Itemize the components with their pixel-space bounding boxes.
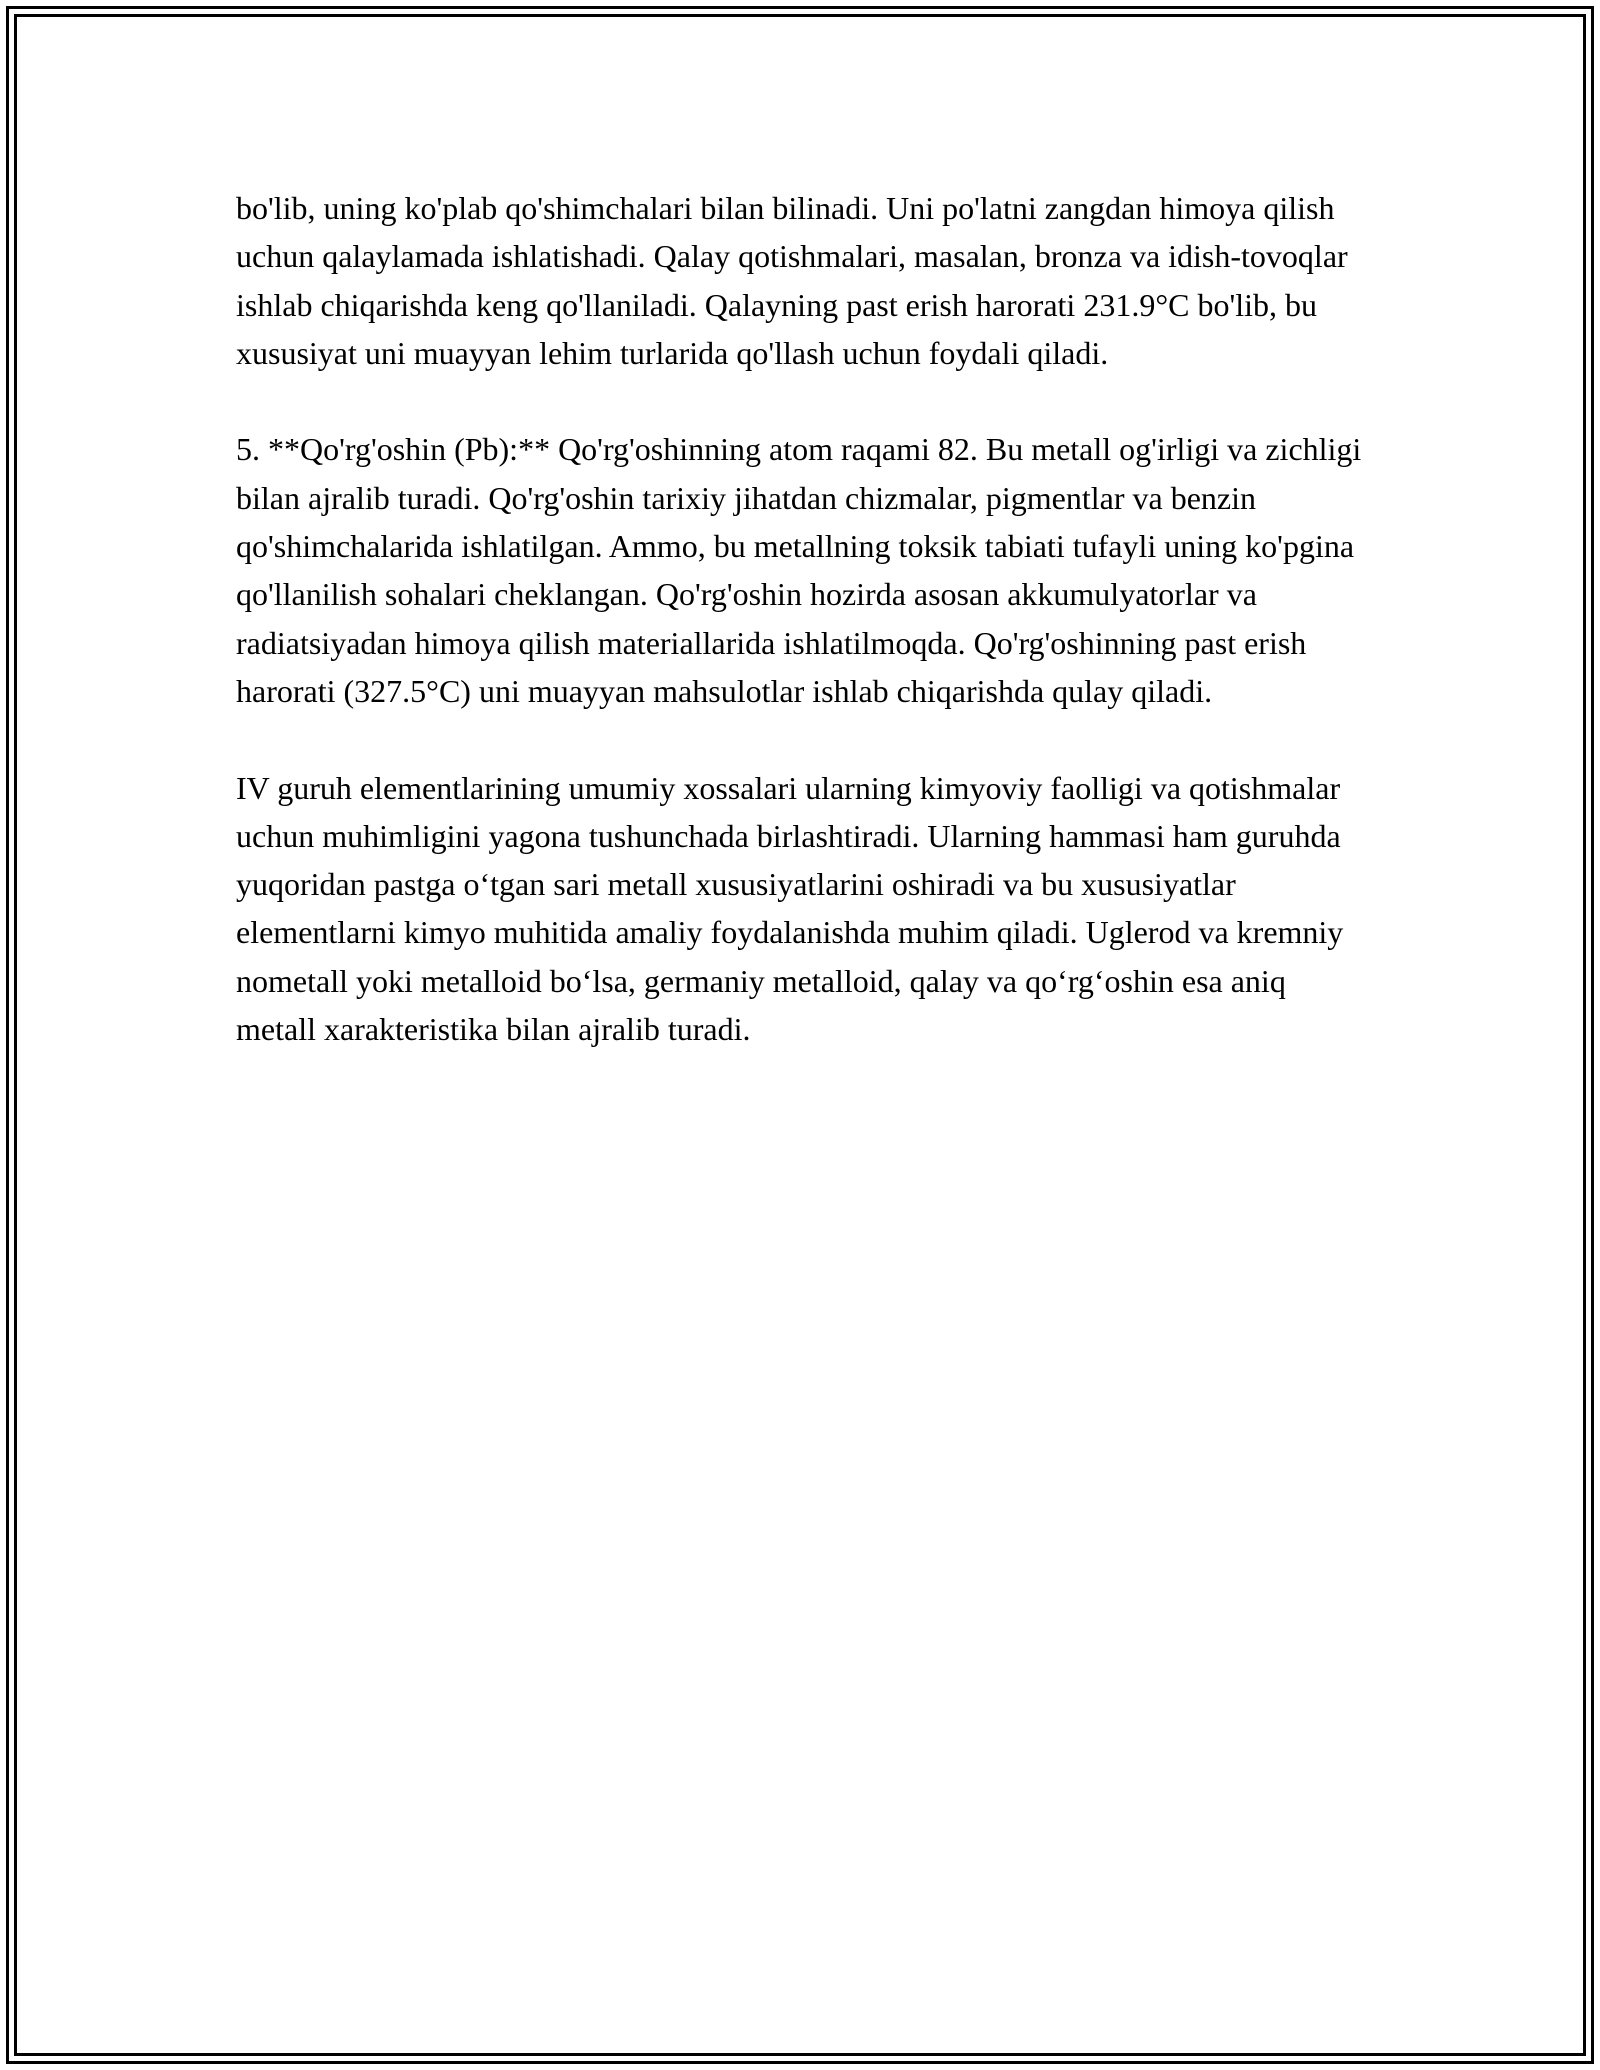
paragraph-group-iv-summary: IV guruh elementlarining umumiy xossalari ularning kimyoviy faolligi va qotishmalar uchun muhimligini yagona tushunchada birlashtiradi. Ularning hammasi ham guruhda yuqoridan pastga o‘tgan sari metall xususiyatlarini oshiradi va bu xususiyatlar elementlarni kimyo muhitida amaliy foydalanishda muhim qiladi. Uglerod va kremniy nometall yoki metalloid bo‘lsa, germaniy metalloid, qalay va qo‘rg‘oshin esa aniq metall xarakteristika bilan ajralib turadi. — [236, 769, 1344, 1048]
paragraph-lead: 5. **Qo'rg'oshin (Pb):** Qo'rg'oshinning atom raqami 82. Bu metall og'irligi va zichligi bilan ajralib turadi. Qo'rg'oshin tarixiy jihatdan chizmalar, pigmentlar va benzin qo'shimchalarida ishlatilgan. Ammo, bu metallning toksik tabiati tufayli uning ko'pgina qo'llanilish sohalari cheklangan. Qo'rg'oshin hozirda asosan akkumulyatorlar va radiatsiyadan himoya qilish materiallarida ishlatilmoqda. Qo'rg'oshinning past erish harorati (327.5°C) uni muayyan mahsulotlar ishlab chiqarishda qulay qiladi. — [236, 431, 1362, 709]
paragraph-tin-continued: bo'lib, uning ko'plab qo'shimchalari bilan bilinadi. Uni po'latni zangdan himoya qilish uchun qalaylamada ishlatishadi. Qalay qotishmalari, masalan, bronza va idish-tovoqlar ishlab chiqarishda keng qo'llaniladi. Qalayning past erish harorati 231.9°C bo'lib, bu xususiyat uni muayyan lehim turlarida qo'llash uchun foydali qiladi. — [236, 190, 1348, 371]
document-body — [236, 184, 1371, 1102]
